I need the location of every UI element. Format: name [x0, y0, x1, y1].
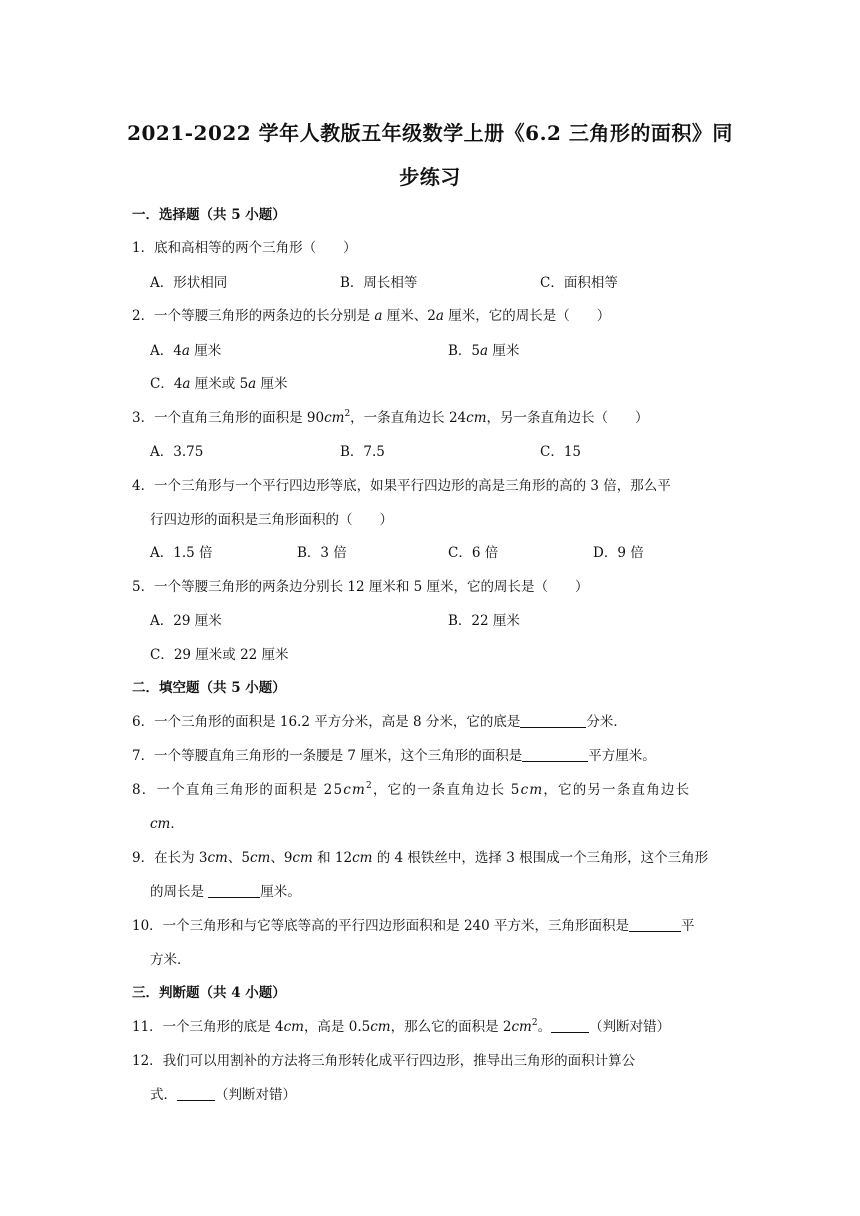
section-heading-choice: 一．选择题（共 5 小题）	[132, 207, 286, 223]
section-heading-judge: 三．判断题（共 4 小题）	[132, 985, 286, 1001]
question-4-option-b: B．3 倍	[297, 545, 347, 561]
question-5-option-b: B．22 厘米	[448, 613, 520, 629]
answer-blank[interactable]	[208, 883, 260, 898]
question-8-stem-line1: 8．一个直角三角形的面积是 $25cm^2$，它的一条直角边长 5cm，它的另一条直角边长	[132, 781, 691, 798]
worksheet-title-line2: 步练习	[399, 165, 461, 189]
answer-blank[interactable]	[177, 1086, 215, 1101]
question-2-option-a: A．4a 厘米	[150, 343, 222, 359]
answer-blank[interactable]	[551, 1018, 589, 1033]
question-4-option-d: D．9 倍	[593, 545, 644, 561]
worksheet-title-line1: 2021-2022 学年人教版五年级数学上册《6.2 三角形的面积》同	[127, 121, 733, 145]
question-11-stem: 11．一个三角形的底是 4cm，高是 0.5cm，那么它的面积是 $2cm^2$。 （判断对错）	[132, 1018, 671, 1035]
question-12-stem-line2: 式． （判断对错）	[150, 1087, 296, 1103]
question-5-option-a: A．29 厘米	[150, 613, 222, 629]
question-4-option-c: C．6 倍	[448, 545, 499, 561]
answer-blank[interactable]	[520, 713, 586, 728]
answer-blank[interactable]	[522, 747, 588, 762]
question-1-stem: 1．底和高相等的两个三角形（ ）	[132, 240, 357, 256]
question-2-option-b: B．5a 厘米	[448, 343, 520, 359]
question-3-option-c: C．15	[540, 444, 582, 460]
question-3-option-b: B．7.5	[340, 444, 385, 460]
question-4-stem-line1: 4．一个三角形与一个平行四边形等底，如果平行四边形的高是三角形的高的 3 倍，那么平	[132, 478, 671, 494]
question-10-stem-line2: 方米．	[150, 952, 191, 968]
question-3-option-a: A．3.75	[150, 444, 204, 460]
question-10-stem-line1: 10．一个三角形和与它等底等高的平行四边形面积和是 240 平方米，三角形面积是 平	[132, 918, 695, 934]
question-3-stem: 3．一个直角三角形的面积是 $90cm^2$，一条直角边长 24cm，另一条直角边长（ ）	[132, 409, 649, 426]
question-5-stem: 5．一个等腰三角形的两条边分别长 12 厘米和 5 厘米，它的周长是（ ）	[132, 579, 589, 595]
question-5-option-c: C．29 厘米或 22 厘米	[150, 647, 289, 663]
question-8-stem-line2: cm．	[150, 816, 184, 832]
question-1-option-c: C．面积相等	[540, 275, 618, 291]
question-2-stem: 2．一个等腰三角形的两条边的长分别是 a 厘米、2a 厘米，它的周长是（ ）	[132, 308, 611, 324]
question-9-stem-line1: 9．在长为 3cm、5cm、9cm 和 12cm 的 4 根铁丝中，选择 3 根围成一个三角形，这个三角形	[132, 850, 709, 866]
question-9-stem-line2: 的周长是 厘米。	[150, 884, 301, 900]
question-6-stem: 6．一个三角形的面积是 16.2 平方分米，高是 8 分米，它的底是 分米．	[132, 714, 627, 730]
question-2-option-c: C．4a 厘米或 5a 厘米	[150, 376, 288, 392]
question-12-stem-line1: 12．我们可以用割补的方法将三角形转化成平行四边形，推导出三角形的面积计算公	[132, 1053, 636, 1069]
question-7-stem: 7．一个等腰直角三角形的一条腰是 7 厘米，这个三角形的面积是 平方厘米。	[132, 748, 656, 764]
answer-blank[interactable]	[629, 917, 681, 932]
section-heading-fill: 二．填空题（共 5 小题）	[132, 680, 286, 696]
question-1-option-a: A．形状相同	[150, 275, 228, 291]
question-4-option-a: A．1.5 倍	[150, 545, 213, 561]
question-1-option-b: B．周长相等	[340, 275, 418, 291]
question-4-stem-line2: 行四边形的面积是三角形面积的（ ）	[150, 512, 393, 528]
